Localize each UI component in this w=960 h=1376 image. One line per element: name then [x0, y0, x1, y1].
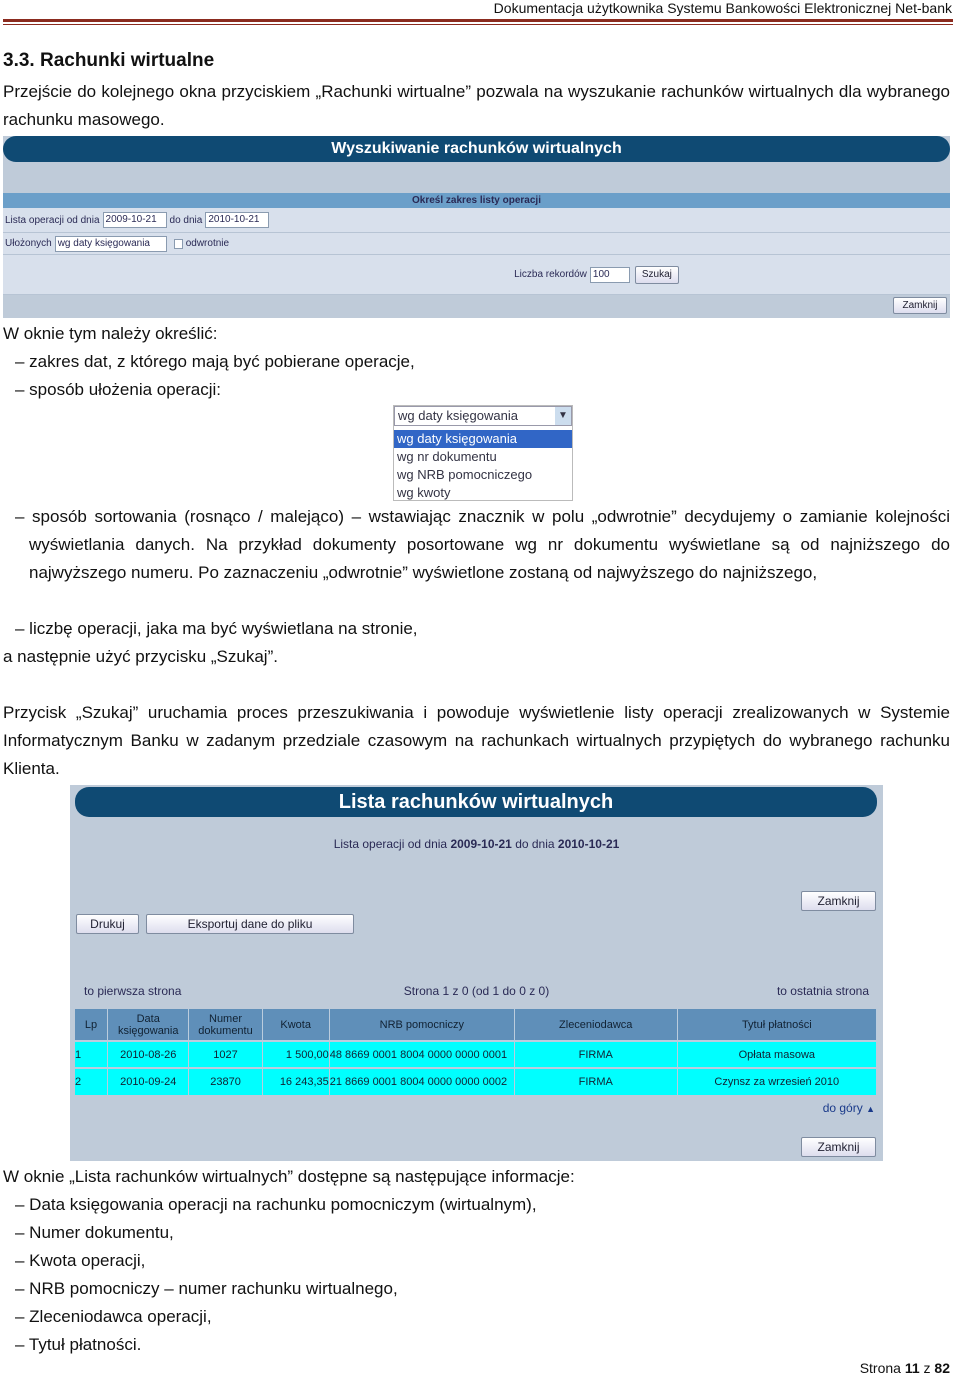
to-date-input[interactable]: 2010-10-21	[205, 212, 269, 228]
from-label: Lista operacji od dnia	[5, 214, 100, 226]
column-header: Tytuł płatności	[677, 1009, 876, 1041]
table-cell: FIRMA	[514, 1068, 677, 1095]
reverse-label: odwrotnie	[185, 238, 230, 249]
to-label: do dnia	[169, 214, 203, 226]
column-header: Lp	[75, 1009, 108, 1041]
print-button[interactable]: Drukuj	[76, 914, 139, 934]
table-cell: 1 500,00	[262, 1041, 329, 1068]
paragraph: Przycisk „Szukaj” uruchamia proces przeszukiwania i powoduje wyświetlenie listy operacji zrealizowanych w Systemie Informatycznym Banku w zadanym przedziale czasowym na rachunkach wirtualnych przypiętych do wybranego rachunku Klienta.	[3, 703, 950, 778]
info-item: – Zleceniodawca operacji,	[15, 1307, 212, 1326]
page-number: Strona 11 z 82	[859, 1360, 950, 1376]
column-header: NRB pomocniczy	[329, 1009, 514, 1041]
column-header: Zleceniodawca	[514, 1009, 677, 1041]
dropdown-option[interactable]: wg daty księgowania	[394, 430, 572, 448]
sort-dropdown-image	[393, 405, 573, 501]
count-input[interactable]: 100	[590, 267, 630, 283]
dropdown-selected[interactable]: wg daty księgowania	[398, 408, 518, 423]
paragraph: W oknie tym należy określić:	[3, 324, 218, 343]
search-subtitle: Określ zakres listy operacji	[3, 193, 950, 208]
list-range: Lista operacji od dnia 2009-10-21 do dnia 2010-10-21	[333, 837, 620, 851]
page-header: Dokumentacja użytkownika Systemu Bankowości Elektronicznej Net-bank	[493, 0, 952, 16]
paragraph: a następnie użyć przycisku „Szukaj”.	[3, 647, 278, 666]
section-heading: 3.3. Rachunki wirtualne	[3, 50, 215, 71]
header-rule	[3, 19, 953, 25]
dropdown-option[interactable]: wg kwoty	[397, 485, 451, 500]
table-cell: FIRMA	[514, 1041, 677, 1068]
table-cell: 23870	[189, 1068, 262, 1095]
first-page-link[interactable]: to pierwsza strona	[84, 984, 182, 998]
paragraph: W oknie „Lista rachunków wirtualnych” dostępne są następujące informacje:	[3, 1167, 575, 1186]
search-button[interactable]: Szukaj	[635, 266, 679, 284]
info-item: – Tytuł płatności.	[15, 1335, 142, 1354]
table-cell: 48 8669 0001 8004 0000 0000 0001	[329, 1041, 514, 1068]
bullet: – zakres dat, z którego mają być pobierane operacje,	[15, 352, 415, 371]
table-cell: 1	[75, 1041, 108, 1068]
table-row[interactable]	[75, 1041, 877, 1068]
sort-select[interactable]: wg daty księgowania	[55, 236, 167, 252]
table-cell: 2010-08-26	[108, 1041, 189, 1068]
reverse-checkbox[interactable]	[174, 239, 183, 249]
table-cell: Czynsz za wrzesień 2010	[677, 1068, 876, 1095]
bullet: – liczbę operacji, jaka ma być wyświetlana na stronie,	[15, 619, 418, 638]
list-title: Lista rachunków wirtualnych	[75, 787, 877, 817]
last-page-link[interactable]: to ostatnia strona	[776, 984, 869, 998]
info-item: – Kwota operacji,	[15, 1251, 146, 1270]
column-header: Data księgowania	[108, 1009, 189, 1041]
bullet: – sposób ułożenia operacji:	[15, 380, 222, 399]
dropdown-option[interactable]: wg nr dokumentu	[397, 449, 497, 464]
table-cell: 21 8669 0001 8004 0000 0000 0002	[329, 1068, 514, 1095]
table-cell: 2010-09-24	[108, 1068, 189, 1095]
info-item: – Data księgowania operacji na rachunku pomocniczym (wirtualnym),	[15, 1195, 537, 1214]
from-date-input[interactable]: 2009-10-21	[103, 212, 167, 228]
close-button[interactable]: Zamknij	[801, 891, 876, 911]
count-label: Liczba rekordów	[514, 269, 587, 280]
search-title: Wyszukiwanie rachunków wirtualnych	[3, 136, 950, 162]
close-button-bottom[interactable]: Zamknij	[801, 1137, 876, 1157]
table-row[interactable]	[75, 1068, 877, 1095]
column-header: Numer dokumentu	[189, 1009, 262, 1041]
chevron-down-icon[interactable]: ▼	[555, 407, 571, 425]
table-cell: 1027	[189, 1041, 262, 1068]
arrow-up-icon[interactable]: ▲	[866, 1104, 875, 1114]
dropdown-option[interactable]: wg NRB pomocniczego	[397, 467, 533, 482]
intro-text: Przejście do kolejnego okna przyciskiem „Rachunki wirtualne” pozwala na wyszukanie rachunków wirtualnych dla wybranego rachunku masowego.	[3, 82, 950, 129]
back-to-top-link[interactable]: do góry ▲	[822, 1101, 875, 1115]
close-button[interactable]: Zamknij	[893, 297, 947, 314]
info-item: – NRB pomocniczy – numer rachunku wirtualnego,	[15, 1279, 398, 1298]
export-button[interactable]: Eksportuj dane do pliku	[146, 914, 354, 934]
column-header: Kwota	[262, 1009, 329, 1041]
list-screenshot	[70, 785, 883, 1161]
sort-label: Ułożonych	[5, 238, 52, 249]
page-info: Strona 1 z 0 (od 1 do 0 z 0)	[403, 984, 550, 998]
search-screenshot	[3, 136, 950, 318]
info-item: – Numer dokumentu,	[15, 1223, 174, 1242]
table-cell: Opłata masowa	[677, 1041, 876, 1068]
table-cell: 2	[75, 1068, 108, 1095]
bullet: – sposób sortowania (rosnąco / malejąco) – wstawiając znacznik w polu „odwrotnie” decydujemy o zamianie kolejności wyświetlania danych. Na przykład dokumenty posortowane wg nr dokumentu wyświetlane są od najniższego do najwyższego numeru. Po zaznaczeniu „odwrotnie” wyświetlone zostaną od najwyższego do najniższego,	[15, 507, 950, 582]
results-table	[75, 1009, 877, 1095]
table-cell: 16 243,35	[262, 1068, 329, 1095]
